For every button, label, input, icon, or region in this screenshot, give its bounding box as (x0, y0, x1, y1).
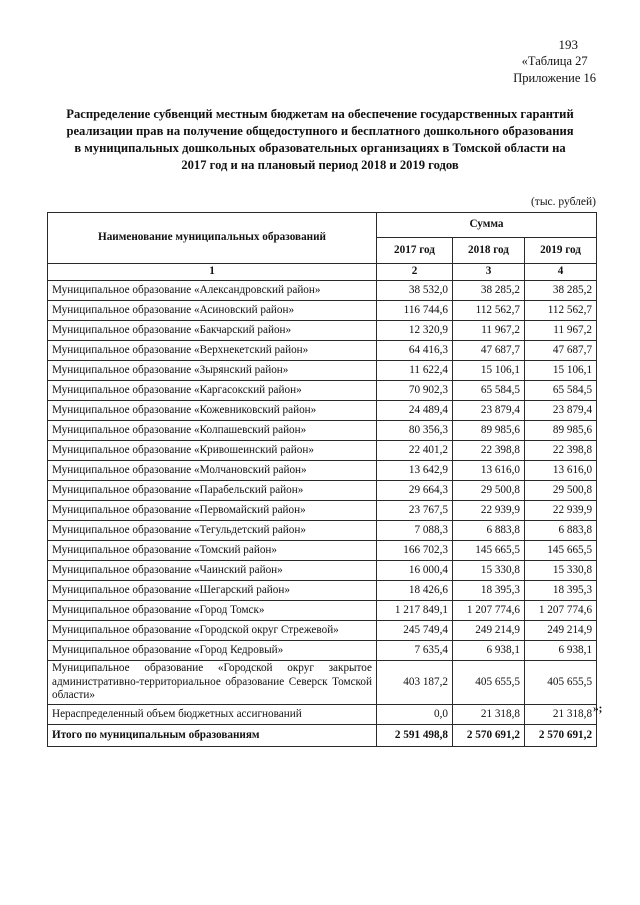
row-amount-2018: 1 207 774,6 (453, 601, 525, 621)
table-row (48, 341, 597, 361)
row-amount-2017: 403 187,2 (377, 661, 453, 705)
table-row (48, 321, 597, 341)
table-total-row (48, 724, 597, 746)
row-amount-2017: 245 749,4 (377, 621, 453, 641)
table-row (48, 361, 597, 381)
row-amount-2019: 47 687,7 (525, 341, 597, 361)
row-amount-2019: 15 330,8 (525, 561, 597, 581)
row-municipality-name: Муниципальное образование «Город Кедровый» (48, 641, 377, 661)
row-municipality-name: Муниципальное образование «Городской округ закрытое административно-территориальное образование Северск Томской области» (48, 661, 377, 705)
table-row (48, 441, 597, 461)
row-amount-2019: 1 207 774,6 (525, 601, 597, 621)
table-row (48, 601, 597, 621)
row-amount-2017: 29 664,3 (377, 481, 453, 501)
row-amount-2018: 405 655,5 (453, 661, 525, 705)
document-title: Распределение субвенций местным бюджетам на обеспечение государственных гарантий реализации прав на получение общедоступного и бесплатного дошкольного образования в муниципальных дошкольных образовательных организациях в Томской области на 2017 год и на плановый период 2018 и 2019 годов (66, 107, 574, 173)
row-amount-2018: 6 883,8 (453, 521, 525, 541)
row-amount-2019: 23 879,4 (525, 401, 597, 421)
row-municipality-name: Муниципальное образование «Асиновский район» (48, 301, 377, 321)
row-amount-2019: 6 883,8 (525, 521, 597, 541)
table-row (48, 521, 597, 541)
row-municipality-name: Муниципальное образование «Городской округ Стрежевой» (48, 621, 377, 641)
row-amount-2017: 7 635,4 (377, 641, 453, 661)
row-amount-2018: 18 395,3 (453, 581, 525, 601)
row-amount-2018: 21 318,8 (453, 704, 525, 724)
row-amount-2017: 18 426,6 (377, 581, 453, 601)
table-row (48, 704, 597, 724)
row-municipality-name: Муниципальное образование «Томский район» (48, 541, 377, 561)
row-amount-2019: 18 395,3 (525, 581, 597, 601)
table-row (48, 661, 597, 705)
row-amount-2017: 80 356,3 (377, 421, 453, 441)
subventions-table-container (47, 212, 596, 747)
row-amount-2018: 22 398,8 (453, 441, 525, 461)
total-2017: 2 591 498,8 (377, 724, 453, 746)
table-row (48, 421, 597, 441)
row-municipality-name: Муниципальное образование «Верхнекетский район» (48, 341, 377, 361)
row-amount-2017: 70 902,3 (377, 381, 453, 401)
total-2018: 2 570 691,2 (453, 724, 525, 746)
row-amount-2019: 89 985,6 (525, 421, 597, 441)
row-amount-2019: 38 285,2 (525, 281, 597, 301)
document-header-block (513, 36, 596, 86)
row-amount-2018: 6 938,1 (453, 641, 525, 661)
column-header-group-sum: Сумма (377, 213, 597, 238)
row-municipality-name: Муниципальное образование «Тегульдетский район» (48, 521, 377, 541)
row-amount-2019: 22 398,8 (525, 441, 597, 461)
row-amount-2017: 116 744,6 (377, 301, 453, 321)
row-amount-2019: 11 967,2 (525, 321, 597, 341)
column-header-name: Наименование муниципальных образований (48, 213, 377, 264)
table-footer (48, 724, 597, 746)
row-amount-2018: 13 616,0 (453, 461, 525, 481)
row-amount-2017: 7 088,3 (377, 521, 453, 541)
table-row (48, 581, 597, 601)
table-row (48, 501, 597, 521)
table-header-row-top (48, 213, 597, 238)
row-municipality-name: Муниципальное образование «Парабельский район» (48, 481, 377, 501)
row-amount-2017: 1 217 849,1 (377, 601, 453, 621)
table-row (48, 461, 597, 481)
table-header (48, 213, 597, 281)
row-amount-2017: 23 767,5 (377, 501, 453, 521)
row-amount-2018: 11 967,2 (453, 321, 525, 341)
total-label: Итого по муниципальным образованиям (48, 724, 377, 746)
table-row (48, 301, 597, 321)
annex-reference: Приложение 16 (513, 70, 596, 85)
row-amount-2019: 405 655,5 (525, 661, 597, 705)
table-reference: «Таблица 27 (521, 54, 588, 69)
row-amount-2018: 89 985,6 (453, 421, 525, 441)
row-municipality-name: Муниципальное образование «Кожевниковский район» (48, 401, 377, 421)
row-municipality-name: Муниципальное образование «Александровский район» (48, 281, 377, 301)
table-row (48, 641, 597, 661)
column-header-year-2019: 2019 год (525, 237, 597, 263)
closing-quote-mark: »; (593, 703, 603, 715)
row-amount-2019: 15 106,1 (525, 361, 597, 381)
column-number-name: 1 (48, 264, 377, 281)
row-municipality-name: Муниципальное образование «Каргасокский район» (48, 381, 377, 401)
row-amount-2019: 13 616,0 (525, 461, 597, 481)
row-amount-2019: 22 939,9 (525, 501, 597, 521)
table-row (48, 621, 597, 641)
page-number: 193 (558, 37, 578, 52)
table-row (48, 401, 597, 421)
table-row (48, 381, 597, 401)
table-body (48, 281, 597, 725)
row-amount-2018: 249 214,9 (453, 621, 525, 641)
row-amount-2017: 11 622,4 (377, 361, 453, 381)
row-municipality-name: Муниципальное образование «Город Томск» (48, 601, 377, 621)
row-amount-2018: 22 939,9 (453, 501, 525, 521)
row-amount-2018: 112 562,7 (453, 301, 525, 321)
row-amount-2018: 23 879,4 (453, 401, 525, 421)
row-amount-2019: 145 665,5 (525, 541, 597, 561)
row-municipality-name: Муниципальное образование «Молчановский район» (48, 461, 377, 481)
row-amount-2019: 65 584,5 (525, 381, 597, 401)
row-amount-2017: 64 416,3 (377, 341, 453, 361)
row-amount-2018: 15 330,8 (453, 561, 525, 581)
units-note: (тыс. рублей) (530, 196, 596, 208)
subventions-table (47, 212, 597, 747)
row-amount-2018: 38 285,2 (453, 281, 525, 301)
row-municipality-name: Нераспределенный объем бюджетных ассигнований (48, 704, 377, 724)
column-header-year-2018: 2018 год (453, 237, 525, 263)
column-header-year-2017: 2017 год (377, 237, 453, 263)
row-municipality-name: Муниципальное образование «Первомайский район» (48, 501, 377, 521)
row-amount-2017: 22 401,2 (377, 441, 453, 461)
table-row (48, 281, 597, 301)
total-2019: 2 570 691,2 (525, 724, 597, 746)
row-amount-2019: 249 214,9 (525, 621, 597, 641)
table-row (48, 561, 597, 581)
row-amount-2017: 16 000,4 (377, 561, 453, 581)
column-number-2017: 2 (377, 264, 453, 281)
row-amount-2017: 38 532,0 (377, 281, 453, 301)
row-amount-2019: 29 500,8 (525, 481, 597, 501)
row-amount-2017: 0,0 (377, 704, 453, 724)
row-municipality-name: Муниципальное образование «Чаинский район» (48, 561, 377, 581)
row-municipality-name: Муниципальное образование «Кривошеинский район» (48, 441, 377, 461)
row-amount-2019: 112 562,7 (525, 301, 597, 321)
row-municipality-name: Муниципальное образование «Зырянский район» (48, 361, 377, 381)
row-municipality-name: Муниципальное образование «Бакчарский район» (48, 321, 377, 341)
row-amount-2019: 21 318,8 (525, 704, 597, 724)
row-amount-2018: 29 500,8 (453, 481, 525, 501)
row-amount-2019: 6 938,1 (525, 641, 597, 661)
table-row (48, 541, 597, 561)
row-amount-2017: 166 702,3 (377, 541, 453, 561)
row-amount-2018: 47 687,7 (453, 341, 525, 361)
row-amount-2018: 65 584,5 (453, 381, 525, 401)
row-amount-2017: 12 320,9 (377, 321, 453, 341)
row-amount-2018: 145 665,5 (453, 541, 525, 561)
row-amount-2018: 15 106,1 (453, 361, 525, 381)
table-column-number-row (48, 264, 597, 281)
column-number-2019: 4 (525, 264, 597, 281)
row-amount-2017: 13 642,9 (377, 461, 453, 481)
table-row (48, 481, 597, 501)
row-municipality-name: Муниципальное образование «Колпашевский район» (48, 421, 377, 441)
column-number-2018: 3 (453, 264, 525, 281)
row-amount-2017: 24 489,4 (377, 401, 453, 421)
row-municipality-name: Муниципальное образование «Шегарский район» (48, 581, 377, 601)
